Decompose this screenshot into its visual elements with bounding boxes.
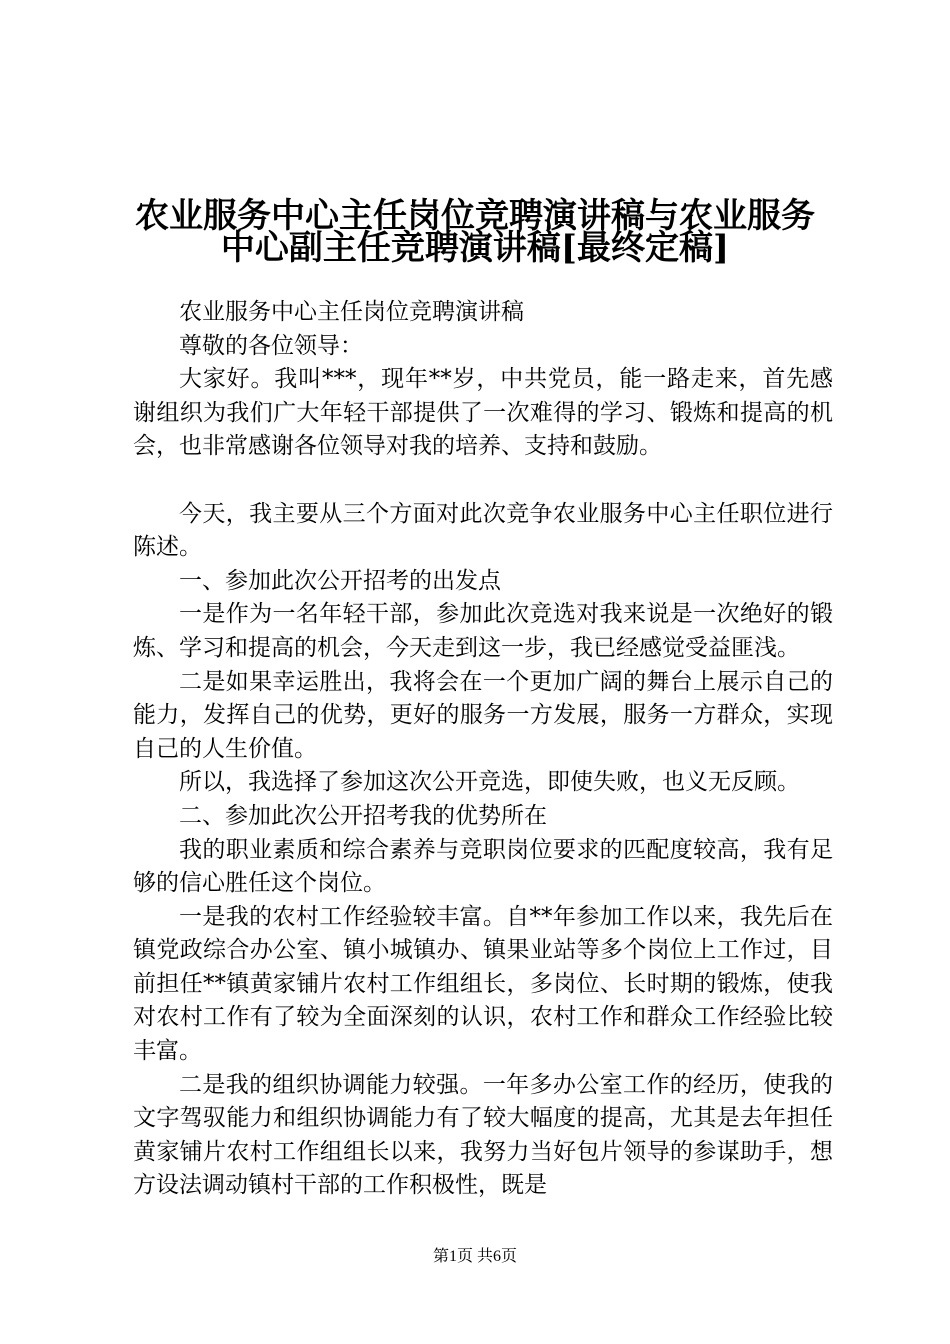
paragraph: 所以，我选择了参加这次公开竞选，即使失败，也义无反顾。 [179, 769, 800, 796]
document-body [133, 296, 833, 1203]
paragraph-subtitle: 农业服务中心主任岗位竞聘演讲稿 [179, 299, 524, 325]
paragraph: 我的职业素质和综合素养与竞职岗位要求的匹配度较高，我有足够的信心胜任这个岗位。 [133, 836, 833, 897]
document-title-line-1: 农业服务中心主任岗位竞聘演讲稿与农业服务 [135, 196, 815, 236]
paragraph-greeting: 大家好。我叫***，现年**岁，中共党员，能一路走来，首先感谢组织为我们广大年轻干部提供了一次难得的学习、锻炼和提高的机会，也非常感谢各位领导对我的培养、支持和鼓励。 [133, 366, 833, 460]
document-title-line-2: 中心副主任竞聘演讲稿[最终定稿] [220, 228, 730, 268]
section-heading-1: 一、参加此次公开招考的出发点 [179, 567, 501, 594]
paragraph: 二是我的组织协调能力较强。一年多办公室工作的经历，使我的文字驾驭能力和组织协调能力有了较大幅度的提高，尤其是去年担任黄家铺片农村工作组组长以来，我努力当好包片领导的参谋助手，想方设法调动镇村干部的工作积极性，既是 [133, 1071, 833, 1199]
paragraph: 一是作为一名年轻干部，参加此次竞选对我来说是一次绝好的锻炼、学习和提高的机会，今天走到这一步，我已经感觉受益匪浅。 [133, 601, 833, 661]
section-heading-2: 二、参加此次公开招考我的优势所在 [179, 802, 547, 829]
paragraph-salutation: 尊敬的各位领导： [179, 332, 363, 359]
paragraph: 二是如果幸运胜出，我将会在一个更加广阔的舞台上展示自己的能力，发挥自己的优势，更好的服务一方发展，服务一方群众，实现自己的人生价值。 [133, 668, 833, 762]
page-number-footer: 第1页 共6页 [432, 1248, 517, 1265]
paragraph: 一是我的农村工作经验较丰富。自**年参加工作以来，我先后在镇党政综合办公室、镇小城镇办、镇果业站等多个岗位上工作过，目前担任**镇黄家铺片农村工作组组长，多岗位、长时期的锻炼，使我对农村工作有了较为全面深刻的认识，农村工作和群众工作经验比较丰富。 [133, 903, 833, 1065]
paragraph-intro: 今天，我主要从三个方面对此次竞争农业服务中心主任职位进行陈述。 [133, 500, 833, 561]
